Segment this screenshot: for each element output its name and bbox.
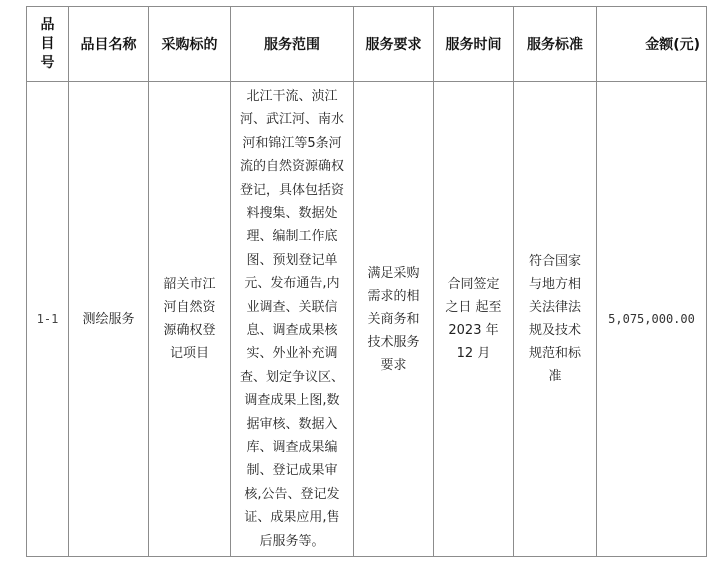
procurement-target-text: 韶关市江河自然资源确权登记项目 <box>163 277 216 361</box>
cell-procurement-target <box>149 82 231 557</box>
header-service-requirement: 服务要求 <box>354 7 434 82</box>
header-item-name: 品目名称 <box>69 7 149 82</box>
header-index <box>27 7 69 82</box>
cell-item-name: 测绘服务 <box>69 82 149 557</box>
service-standard-text: 符合国家与地方相关法律法规及技术规范和标准 <box>528 254 581 384</box>
cell-index: 1-1 <box>27 82 69 557</box>
header-amount: 金额(元) <box>597 7 707 82</box>
cell-service-time <box>434 82 514 557</box>
header-service-scope: 服务范围 <box>231 7 354 82</box>
service-time-text: 合同签定之日 起至2023 年 12 月 <box>445 277 502 361</box>
procurement-table <box>26 6 707 557</box>
header-row <box>27 7 707 82</box>
cell-service-requirement <box>354 82 434 557</box>
header-index-label: 品目号 <box>40 16 55 71</box>
cell-service-scope <box>231 82 354 557</box>
header-procurement-target: 采购标的 <box>149 7 231 82</box>
service-scope-text: 北江干流、浈江河、武江河、南水河和锦江等5条河流的自然资源确权登记，具体包括资料搜集、数据处理、编制工作底图、预划登记单元、发布通告,内业调查、关联信息、调查成果核实、外业补充调查、划定争议区、调查成果上图,数据审核、数据入库、调查成果编制、登记成果审核,公告、登记发证、成果应用,售后服务等。 <box>240 88 345 549</box>
cell-service-standard <box>514 82 597 557</box>
header-service-time: 服务时间 <box>434 7 514 82</box>
header-service-standard: 服务标准 <box>514 7 597 82</box>
service-requirement-text: 满足采购需求的相关商务和技术服务要求 <box>367 265 420 373</box>
table-row <box>27 82 707 557</box>
cell-amount: 5,075,000.00 <box>597 82 707 557</box>
